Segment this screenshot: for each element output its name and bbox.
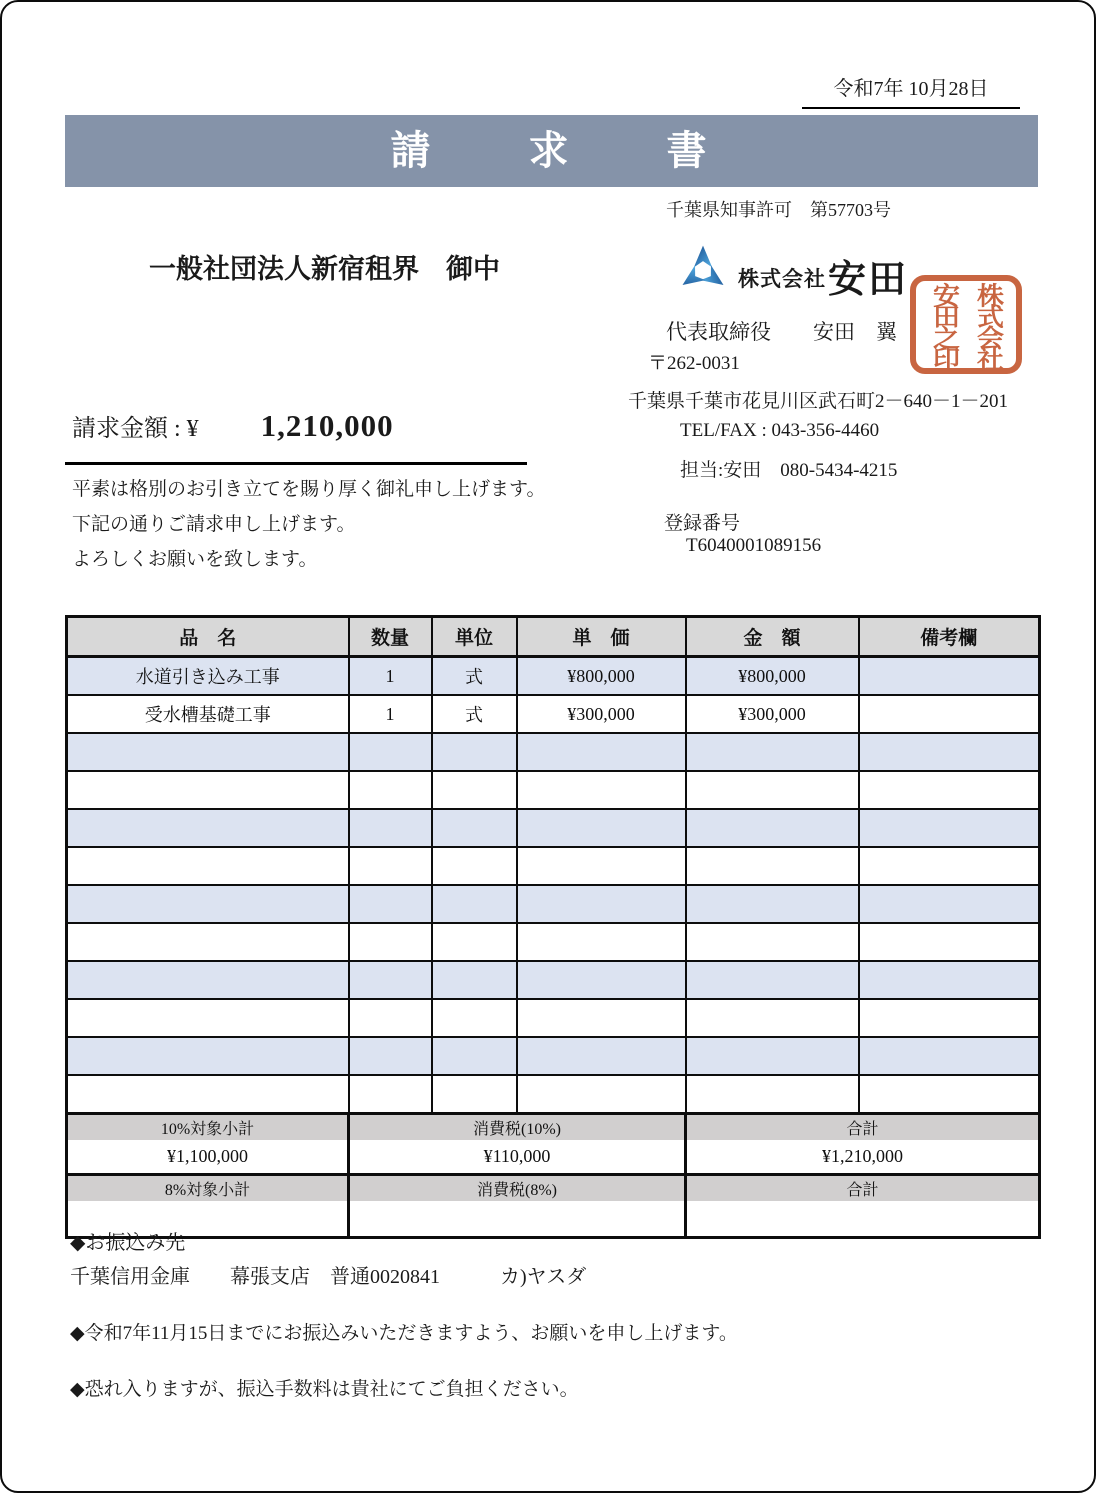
cell-name: 水道引き込み工事 <box>67 657 349 696</box>
cell-qty <box>349 733 432 771</box>
cell-amount: ¥300,000 <box>686 695 859 733</box>
cell-unit_price <box>517 733 686 771</box>
cell-amount <box>686 1075 859 1114</box>
cell-name <box>67 847 349 885</box>
table-row <box>67 999 1040 1037</box>
table-row <box>67 733 1040 771</box>
cell-amount <box>686 923 859 961</box>
summary-tax8-value <box>349 1201 686 1238</box>
registration-number: T6040001089156 <box>686 535 822 556</box>
license-number: 千葉県知事許可 第57703号 <box>666 200 891 220</box>
cell-unit: 式 <box>432 695 517 733</box>
cell-unit: 式 <box>432 657 517 696</box>
cell-note <box>859 657 1040 696</box>
invoice-table-wrap <box>65 615 1041 1239</box>
cell-amount: ¥800,000 <box>686 657 859 696</box>
summary-tax10-value: ¥110,000 <box>349 1140 686 1175</box>
cell-unit_price <box>517 885 686 923</box>
header-quantity: 数量 <box>349 617 432 657</box>
issue-date: 令和7年 10月28日 <box>802 72 1020 109</box>
logo-mark-icon <box>678 244 728 299</box>
cell-amount <box>686 961 859 999</box>
company-seal-stamp <box>910 275 1022 374</box>
cell-name <box>67 961 349 999</box>
cell-unit_price <box>517 847 686 885</box>
cell-unit <box>432 1075 517 1114</box>
table-header-row <box>67 617 1040 657</box>
summary-total10-value: ¥1,210,000 <box>686 1140 1040 1175</box>
cell-note <box>859 1075 1040 1114</box>
summary-total8-value <box>686 1201 1040 1238</box>
greeting-line: よろしくお願いを致します。 <box>72 549 318 570</box>
tel-fax-line: TEL/FAX : 043-356-4460 <box>680 420 880 441</box>
invoice-table-summary <box>67 1114 1040 1238</box>
header-remarks: 備考欄 <box>859 617 1040 657</box>
company-name: 安田 <box>828 259 909 301</box>
cell-note <box>859 999 1040 1037</box>
header-item-name: 品 名 <box>67 617 349 657</box>
cell-unit_price <box>517 1037 686 1075</box>
cell-note <box>859 923 1040 961</box>
cell-name <box>67 1075 349 1114</box>
company-prefix: 株式会社 <box>738 268 826 291</box>
cell-note <box>859 961 1040 999</box>
cell-amount <box>686 885 859 923</box>
summary-values-8 <box>67 1201 1040 1238</box>
representative-line: 代表取締役 安田 翼 <box>666 320 897 344</box>
summary-subtotal8-label: 8%対象小計 <box>67 1175 349 1202</box>
billing-amount-row <box>72 408 394 444</box>
cell-qty <box>349 771 432 809</box>
cell-amount <box>686 733 859 771</box>
cell-name <box>67 809 349 847</box>
postal-code: 〒262-0031 <box>648 353 740 374</box>
company-logo <box>678 244 908 299</box>
invoice-table-body <box>67 657 1040 1114</box>
summary-subtotal10-label: 10%対象小計 <box>67 1114 349 1141</box>
cell-note <box>859 1037 1040 1075</box>
table-row <box>67 1075 1040 1114</box>
table-row <box>67 809 1040 847</box>
cell-qty <box>349 999 432 1037</box>
cell-note <box>859 733 1040 771</box>
table-row <box>67 885 1040 923</box>
billing-amount-label: 請求金額 : ¥ <box>72 416 199 442</box>
cell-qty <box>349 923 432 961</box>
greeting-line: 平素は格別のお引き立てを賜り厚く御礼申し上げます。 <box>72 479 546 500</box>
cell-name <box>67 733 349 771</box>
page-title: 請 求 書 <box>390 128 713 173</box>
table-row <box>67 657 1040 696</box>
summary-values-10 <box>67 1140 1040 1175</box>
recipient-name: 一般社団法人新宿租界 御中 <box>149 254 500 284</box>
summary-total8-label: 合計 <box>686 1175 1040 1202</box>
company-address: 千葉県千葉市花見川区武石町2－640－1－201 <box>628 391 1009 412</box>
bank-account-line: 千葉信用金庫 幕張支店 普通0020841 カ)ヤスダ <box>70 1266 587 1288</box>
summary-total10-label: 合計 <box>686 1114 1040 1141</box>
title-banner <box>65 115 1038 187</box>
cell-unit <box>432 923 517 961</box>
summary-labels-10 <box>67 1114 1040 1141</box>
bank-section-label: ◆お振込み先 <box>70 1232 186 1254</box>
cell-qty: 1 <box>349 657 432 696</box>
cell-note <box>859 695 1040 733</box>
cell-unit_price <box>517 999 686 1037</box>
header-amount: 金 額 <box>686 617 859 657</box>
table-row <box>67 695 1040 733</box>
cell-unit_price: ¥300,000 <box>517 695 686 733</box>
payment-due-note: ◆令和7年11月15日までにお振込みいただきますよう、お願いを申し上げます。 <box>70 1323 738 1344</box>
cell-unit <box>432 847 517 885</box>
cell-name <box>67 1037 349 1075</box>
cell-name <box>67 999 349 1037</box>
cell-amount <box>686 771 859 809</box>
cell-unit <box>432 771 517 809</box>
cell-name: 受水槽基礎工事 <box>67 695 349 733</box>
table-row <box>67 961 1040 999</box>
cell-name <box>67 885 349 923</box>
cell-unit_price <box>517 1075 686 1114</box>
cell-qty <box>349 1037 432 1075</box>
registration-label: 登録番号 <box>664 513 741 534</box>
cell-name <box>67 771 349 809</box>
cell-qty <box>349 961 432 999</box>
summary-labels-8 <box>67 1175 1040 1202</box>
cell-qty <box>349 847 432 885</box>
cell-unit <box>432 999 517 1037</box>
cell-qty: 1 <box>349 695 432 733</box>
table-row <box>67 1037 1040 1075</box>
greeting-line: 下記の通りご請求申し上げます。 <box>72 514 356 535</box>
cell-qty <box>349 1075 432 1114</box>
header-unit-price: 単 価 <box>517 617 686 657</box>
table-row <box>67 847 1040 885</box>
summary-subtotal10-value: ¥1,100,000 <box>67 1140 349 1175</box>
header-unit: 単位 <box>432 617 517 657</box>
cell-unit <box>432 885 517 923</box>
transfer-fee-note: ◆恐れ入りますが、振込手数料は貴社にてご負担ください。 <box>70 1379 579 1400</box>
contact-line: 担当:安田 080-5434-4215 <box>680 460 898 481</box>
summary-tax8-label: 消費税(8%) <box>349 1175 686 1202</box>
table-row <box>67 923 1040 961</box>
cell-note <box>859 847 1040 885</box>
cell-unit <box>432 733 517 771</box>
cell-amount <box>686 847 859 885</box>
cell-amount <box>686 999 859 1037</box>
cell-name <box>67 923 349 961</box>
cell-unit_price <box>517 923 686 961</box>
cell-qty <box>349 885 432 923</box>
cell-unit_price: ¥800,000 <box>517 657 686 696</box>
cell-unit <box>432 1037 517 1075</box>
cell-note <box>859 771 1040 809</box>
table-row <box>67 771 1040 809</box>
summary-tax10-label: 消費税(10%) <box>349 1114 686 1141</box>
cell-note <box>859 809 1040 847</box>
seal-text: 株式会社 安田之印 <box>929 282 1003 367</box>
cell-unit <box>432 809 517 847</box>
cell-unit_price <box>517 961 686 999</box>
cell-note <box>859 885 1040 923</box>
invoice-table <box>65 615 1041 1239</box>
billing-amount-value: 1,210,000 <box>260 408 394 443</box>
cell-amount <box>686 809 859 847</box>
cell-amount <box>686 1037 859 1075</box>
cell-unit_price <box>517 771 686 809</box>
cell-qty <box>349 809 432 847</box>
billing-underline <box>65 462 527 465</box>
cell-unit_price <box>517 809 686 847</box>
cell-unit <box>432 961 517 999</box>
